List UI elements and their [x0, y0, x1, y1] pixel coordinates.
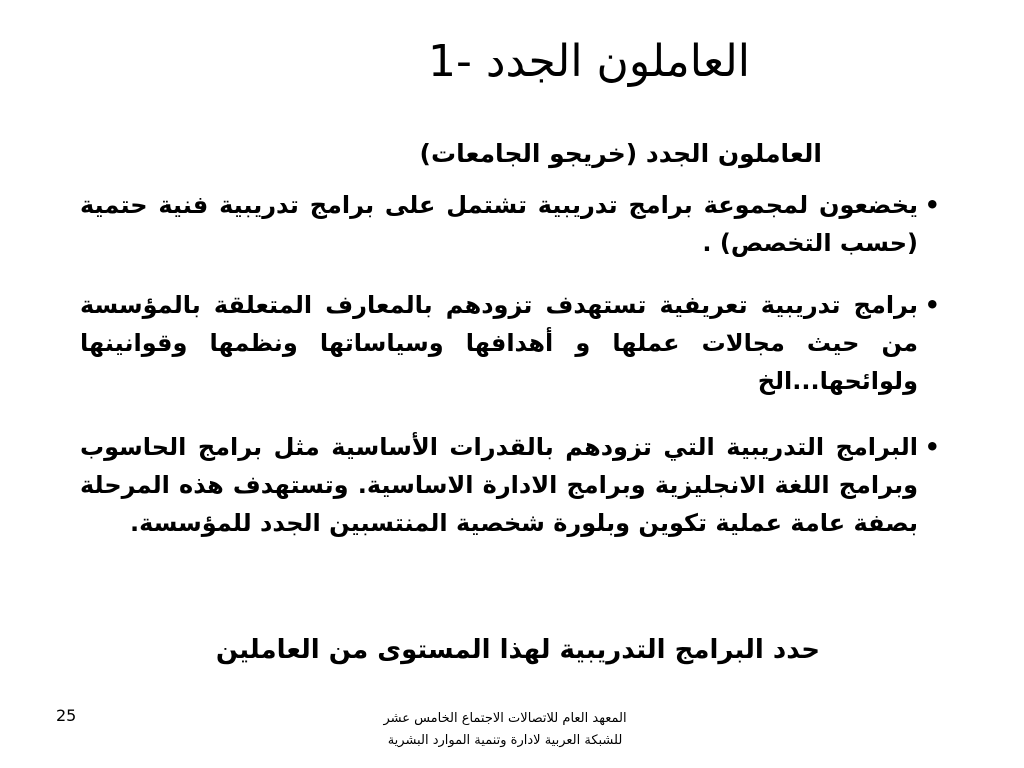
bullet-list — [80, 186, 938, 588]
bullet-item — [80, 428, 938, 588]
footer — [330, 708, 680, 752]
bullet-dot-icon: • — [924, 291, 940, 319]
slide-subtitle: العاملون الجدد (خريجو الجامعات) — [419, 139, 822, 168]
footer-line-1: المعهد العام للاتصالات الاجتماع الخامس عشر — [383, 711, 627, 726]
bullet-dot-icon: • — [924, 433, 940, 461]
slide-conclusion: حدد البرامج التدريبية لهذا المستوى من العاملين — [215, 635, 820, 665]
bullet-text: البرامج التدريبية التي تزودهم بالقدرات الأساسية مثل برامج الحاسوب وبرامج اللغة الانجليزية وبرامج الادارة الاساسية. وتستهدف هذه المرحلة بصفة عامة عملية تكوين وبلورة شخصية المنتسبين الجدد للمؤسسة. — [80, 433, 918, 537]
slide-title: 1- العاملون الجدد — [427, 36, 750, 87]
bullet-item — [80, 186, 938, 286]
bullet-text: يخضعون لمجموعة برامج تدريبية تشتمل على برامج تدريبية فنية حتمية (حسب التخصص) . — [80, 191, 918, 257]
page-number: 25 — [56, 706, 77, 725]
bullet-text: برامج تدريبية تعريفية تستهدف تزودهم بالمعارف المتعلقة بالمؤسسة من حيث مجالات عملها و أهدافها وسياساتها ونظمها وقوانينها ولوائحها...الخ — [80, 291, 918, 395]
bullet-dot-icon: • — [924, 191, 940, 219]
bullet-item — [80, 286, 938, 428]
footer-line-2: للشبكة العربية لادارة وتنمية الموارد البشرية — [387, 733, 623, 748]
